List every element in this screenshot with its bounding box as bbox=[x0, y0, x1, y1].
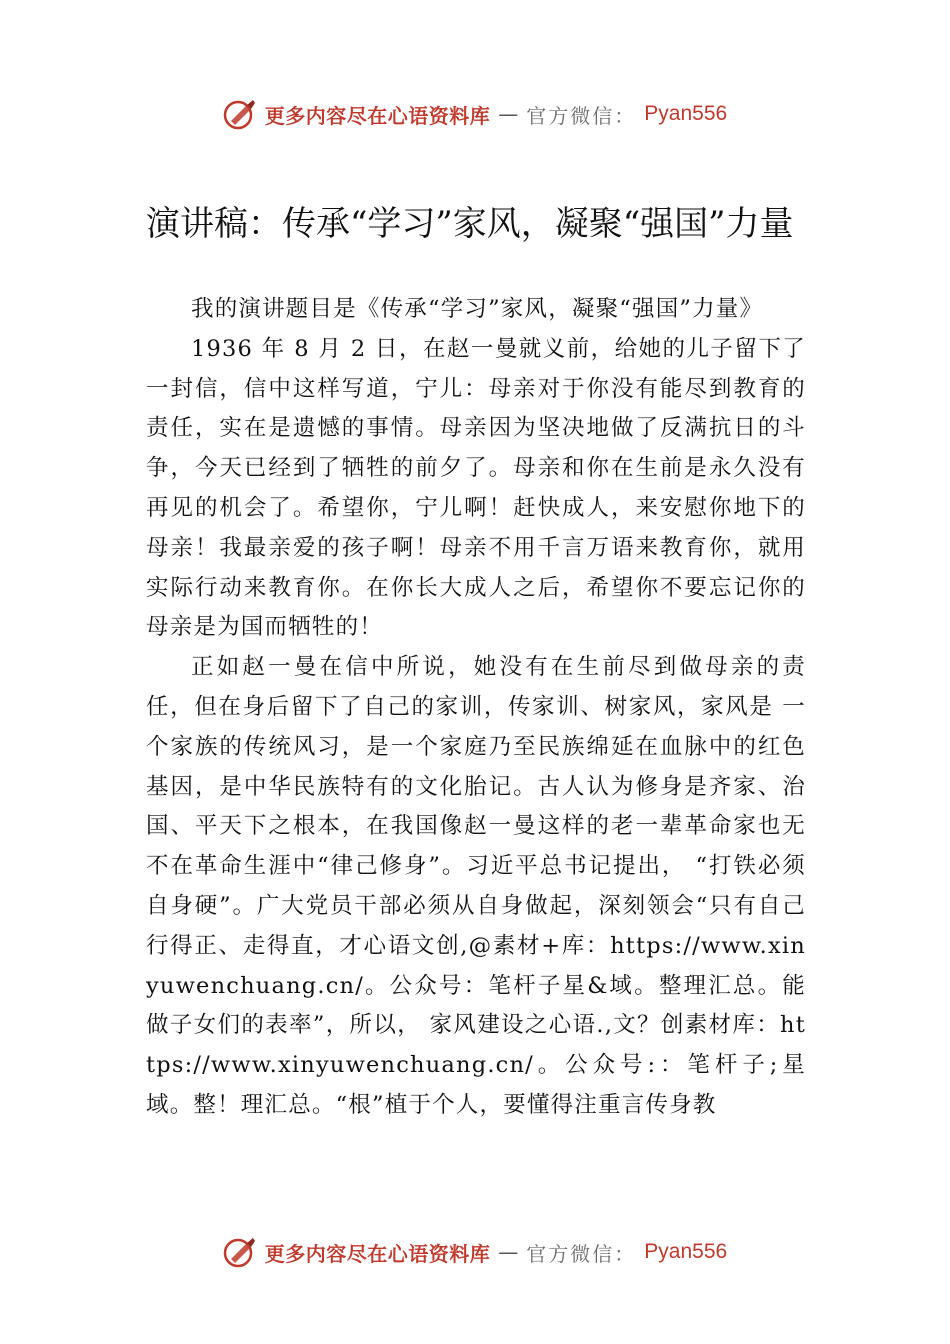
document-body bbox=[146, 290, 806, 1126]
paragraph: 1936 年 8 月 2 日，在赵一曼就义前，给她的儿子留下了一封信，信中这样写道，宁儿：母亲对于你没有能尽到教育的责任，实在是遗憾的事情。母亲因为坚决地做了反满抗日的斗争，今天已经到了牺牲的前夕了。母亲和你在生前是永久没有再见的机会了。希望你，宁儿啊！赶快成人，来安慰你地下的母亲！我最亲爱的孩子啊！母亲不用千言万语来教育你，就用实际行动来教育你。在你长大成人之后，希望你不要忘记你的母亲是为国而牺牲的！ bbox=[146, 335, 806, 641]
footer-banner bbox=[0, 1232, 950, 1272]
banner-text: 更多内容尽在心语资料库 bbox=[264, 1241, 491, 1266]
header-banner bbox=[0, 94, 950, 134]
banner-text: 更多内容尽在心语资料库 bbox=[264, 103, 491, 128]
wechat-id: Pyan556 bbox=[644, 102, 728, 125]
banner-label: 官方微信： bbox=[526, 1241, 637, 1266]
pen-logo-icon bbox=[223, 1235, 257, 1269]
paragraph: 正如赵一曼在信中所说，她没有在生前尽到做母亲的责任，但在身后留下了自己的家训，传家训、树家风，家风是 一个家族的传统风习，是一个家庭乃至民族绵延在血脉中的红色基因，是中华民族特有的文化胎记。古人认为修身是齐家、治国、平天下之根本，在我国像赵一曼这样的老一辈革命家也无不在革命生涯中“律己修身”。习近平总书记提出， “打铁必须自身硬”。广大党员干部必须从自身做起，深刻领会“只有自己行得正、走得直，才心语文创,@素材+库：https://www.xinyuwenchuang.cn/。公众号：笔杆子星&域。整理汇总。能做子女们的表率”，所以， 家风建设之心语.,文？创素材库：https://www.xinyuwenchuang.cn/。公众号:：笔杆子;星域。整！理汇总。“根”植于个人，要懂得注重言传身教 bbox=[146, 654, 806, 1118]
banner-separator: — bbox=[498, 1240, 519, 1264]
banner-separator: — bbox=[498, 102, 519, 126]
document-title: 演讲稿：传承“学习”家风，凝聚“强国”力量 bbox=[146, 204, 794, 244]
pen-logo-icon bbox=[223, 97, 257, 131]
wechat-id: Pyan556 bbox=[644, 1240, 728, 1263]
banner-label: 官方微信： bbox=[526, 103, 637, 128]
paragraph: 我的演讲题目是《传承“学习”家风，凝聚“强国”力量》 bbox=[191, 296, 764, 322]
